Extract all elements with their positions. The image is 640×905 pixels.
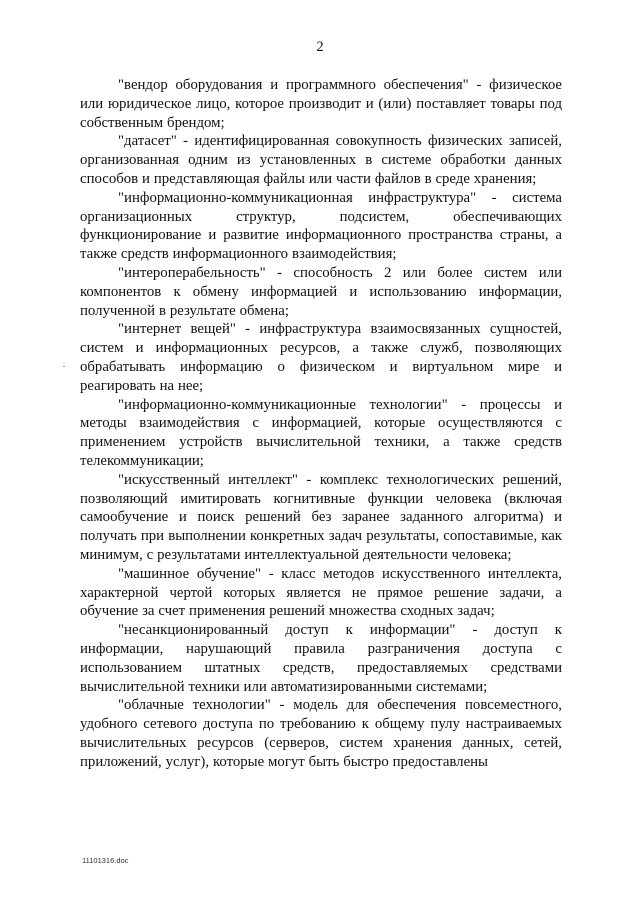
document-footer-filename: 11101316.doc bbox=[82, 856, 129, 865]
definition-vendor: "вендор оборудования и программного обеспечения" - физическое или юридическое лицо, которое производит и (или) поставляет товары под собственным брендом; bbox=[80, 77, 562, 131]
definition-artificial-intelligence: "искусственный интеллект" - комплекс технологических решений, позволяющий имитировать когнитивные функции человека (включая самообучение и поиск решений без заранее заданного алгоритма) и получать при выполнении конкретных задач результаты, сопоставимые, как минимум, с результатами интеллектуальной деятельности человека; bbox=[80, 471, 562, 563]
definition-ict-infrastructure: "информационно-коммуникационная инфраструктура" - система организационных структур, подсистем, обеспечивающих функционирование и развитие информационного пространства страны, а также средств информационного взаимодействия; bbox=[80, 189, 562, 263]
definition-ict: "информационно-коммуникационные технологии" - процессы и методы взаимодействия с информацией, которые осуществляются с применением устройств вычислительной техники, а также средств телекоммуникации; bbox=[80, 396, 562, 469]
document-body bbox=[80, 76, 562, 771]
definition-interoperability: "интероперабельность" - способность 2 или более систем или компонентов к обмену информацией и использованию информации, полученной в результате обмена; bbox=[80, 264, 562, 319]
definition-unauthorized-access: "несанкционированный доступ к информации" - доступ к информации, нарушающий правила разграничения доступа с использованием штатных средств, предоставляемых средствами вычислительной техники или автоматизированными системами; bbox=[80, 622, 562, 695]
page-number: 2 bbox=[316, 39, 324, 55]
definition-dataset: "датасет" - идентифицированная совокупность физических записей, организованная одним из установленных в системе обработки данных способов и представляющая файлы или части файлов в среде хранения; bbox=[80, 133, 562, 187]
definition-cloud-technologies: "облачные технологии" - модель для обеспечения повсеместного, удобного сетевого доступа по требованию к общему пулу настраиваемых вычислительных ресурсов (серверов, систем хранения данных, сетей, приложений, услуг), которые могут быть быстро предоставлены bbox=[80, 697, 562, 770]
definition-machine-learning: "машинное обучение" - класс методов искусственного интеллекта, характерной чертой которых является не прямое решение задачи, а обучение за счет применения решений множества сходных задач; bbox=[80, 565, 562, 620]
definition-internet-of-things: "интернет вещей" - инфраструктура взаимосвязанных сущностей, систем и информационных ресурсов, а также служб, позволяющих обрабатывать информацию о физическом и виртуальном мире и реагировать на нее; bbox=[80, 321, 562, 394]
scan-speck bbox=[63, 366, 65, 367]
